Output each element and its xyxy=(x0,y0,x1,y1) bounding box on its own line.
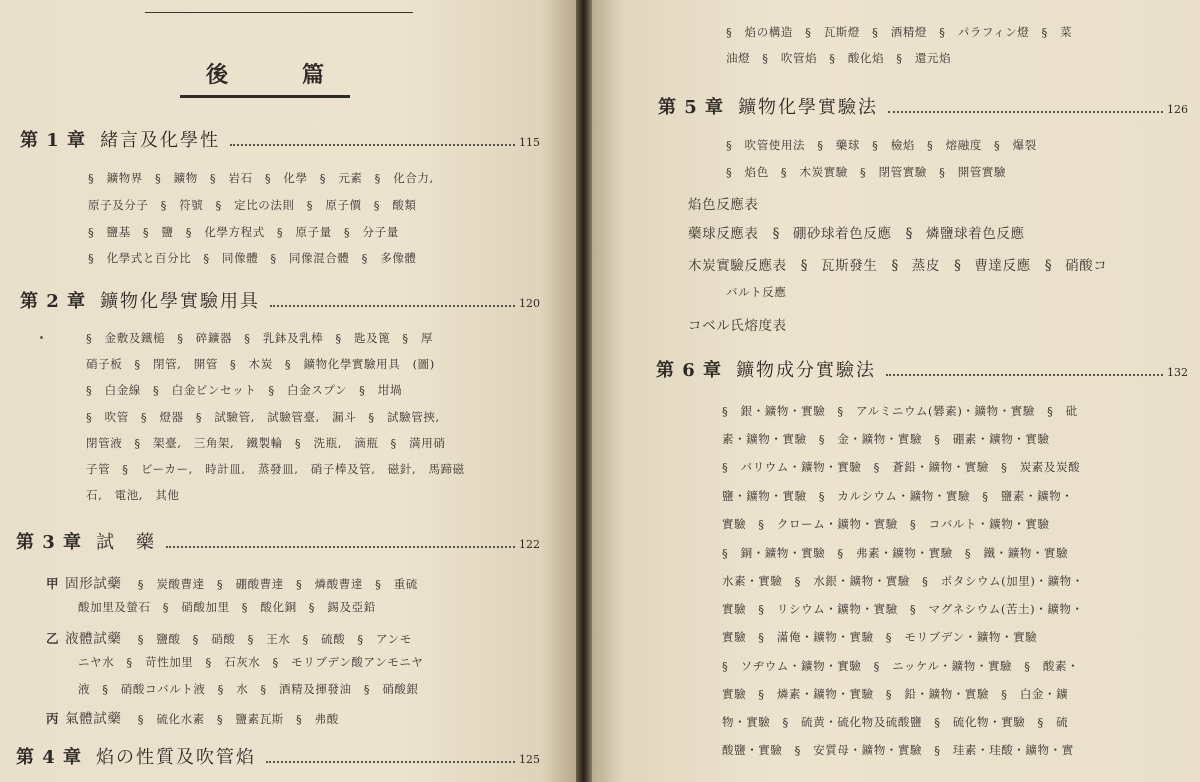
leader-dots xyxy=(270,305,515,307)
leader-dots xyxy=(888,111,1163,113)
leader-dots xyxy=(230,144,515,146)
left-page xyxy=(0,0,576,782)
right-page xyxy=(592,0,1200,782)
topic-text: § 鹽酸 § 硝酸 § 王水 § 硫酸 § アンモ xyxy=(137,632,412,646)
topic-line: § ソヂウム・鑛物・實驗 § ニッケル・鑛物・實驗 § 酸素・ xyxy=(722,659,1080,673)
topic-line: 實驗 § リシウム・鑛物・實驗 § マグネシウム(苦土)・鑛物・ xyxy=(722,602,1084,616)
reagent-section-gas xyxy=(46,707,339,727)
topic-line: § 銀・鑛物・實驗 § アルミニウム(礬素)・鑛物・實驗 § 砒 xyxy=(722,404,1078,418)
topic-line: ニヤ水 § 苛性加里 § 石灰水 § モリブデン酸アンモニヤ xyxy=(78,655,424,669)
reagent-section-solid xyxy=(46,572,418,592)
reaction-table-line: 藥球反應表 § 硼砂球着色反應 § 燐鹽球着色反應 xyxy=(688,226,1025,242)
section-name: 固形試藥 xyxy=(65,576,122,592)
reaction-table-line: バルト反應 xyxy=(726,285,787,299)
chapter-number: 第 1 章 xyxy=(20,130,87,151)
chapter-title: 鑛物化學實驗法 xyxy=(738,97,879,118)
topic-line: § 銅・鑛物・實驗 § 弗素・鑛物・實驗 § 鐵・鑛物・實驗 xyxy=(722,546,1069,560)
section-label: 甲 xyxy=(46,576,60,591)
chapter-title: 緒言及化學性 xyxy=(100,130,221,151)
chapter-title: 鑛物成分實驗法 xyxy=(736,360,877,381)
chapter-title: 焰の性質及吹管焰 xyxy=(96,747,257,768)
topic-text: § 炭酸曹達 § 硼酸曹達 § 燐酸曹達 § 重硫 xyxy=(137,577,418,591)
topic-line: 液 § 硝酸コバルト液 § 水 § 酒精及揮發油 § 硝酸銀 xyxy=(78,682,419,696)
topic-line: 酸加里及螢石 § 硝酸加里 § 酸化銅 § 錫及亞鉛 xyxy=(78,600,376,614)
topic-line: § 白金線 § 白金ピンセット § 白金スプン § 坩堝 xyxy=(86,383,402,397)
chapter-3-heading xyxy=(16,528,540,554)
chapter-page: 126 xyxy=(1167,103,1188,116)
section-label: 乙 xyxy=(46,631,60,646)
topic-line: 鹽・鑛物・實驗 § カルシウム・鑛物・實驗 § 鹽素・鑛物・ xyxy=(722,489,1074,503)
reaction-table-line: 木炭實驗反應表 § 瓦斯發生 § 蒸皮 § 曹達反應 § 硝酸コ xyxy=(688,258,1108,274)
chapter-number: 第 5 章 xyxy=(658,97,725,118)
chapter-6-heading xyxy=(656,356,1188,382)
topic-line: 酸鹽・實驗 § 安質母・鑛物・實驗 § 珪素・珪酸・鑛物・實 xyxy=(722,743,1074,757)
topic-line: 實驗 § 燐素・鑛物・實驗 § 鉛・鑛物・實驗 § 白金・鑛 xyxy=(722,687,1069,701)
part-title: 後 篇 xyxy=(206,62,351,88)
chapter-page: 125 xyxy=(519,753,540,766)
book-gutter xyxy=(576,0,592,782)
topic-line: § 焰色 § 木炭實驗 § 閉管實驗 § 開管實驗 xyxy=(726,165,1007,179)
section-name: 液體試藥 xyxy=(65,631,122,647)
topic-text: § 硫化水素 § 鹽素瓦斯 § 弗酸 xyxy=(137,712,339,726)
topic-line: 子管 § ビーカー, 時計皿, 蒸發皿, 硝子棒及管, 磁針, 馬蹄磁 xyxy=(86,462,465,476)
topic-line: 閉管液 § 架臺, 三角架, 鐵製輪 § 洗瓶, 滴瓶 § 満用硝 xyxy=(86,436,446,450)
topic-line: 實驗 § 滿俺・鑛物・實驗 § モリブデン・鑛物・實驗 xyxy=(722,630,1038,644)
section-label: 丙 xyxy=(46,711,60,726)
chapter-number: 第 2 章 xyxy=(20,291,87,312)
chapter-number: 第 6 章 xyxy=(656,360,723,381)
topic-line: 硝子板 § 閉管, 開管 § 木炭 § 鑛物化學實驗用具 (圖) xyxy=(86,357,435,371)
chapter-page: 122 xyxy=(519,538,540,551)
leader-dots xyxy=(886,374,1163,376)
chapter-title: 鑛物化學實驗用具 xyxy=(100,291,261,312)
top-rule xyxy=(145,12,413,13)
topic-line: 石, 電池, 其他 xyxy=(86,488,180,502)
topic-line: 素・鑛物・實驗 § 金・鑛物・實驗 § 硼素・鑛物・實驗 xyxy=(722,432,1050,446)
print-speck xyxy=(40,336,43,339)
topic-line: 原子及分子 § 符號 § 定比の法則 § 原子價 § 酸類 xyxy=(88,198,417,212)
chapter-title: 試 藥 xyxy=(96,532,157,553)
section-name: 氣體試藥 xyxy=(65,711,122,727)
part-title-block xyxy=(180,58,350,98)
topic-line: § 吹管 § 燈器 § 試驗管, 試驗管臺, 漏斗 § 試驗管挾, xyxy=(86,410,440,424)
chapter-1-heading xyxy=(20,126,540,152)
topic-line: § 吹管使用法 § 藥球 § 檢焰 § 熔融度 § 爆裂 xyxy=(726,138,1037,152)
chapter-page: 132 xyxy=(1167,366,1188,379)
topic-line: 物・實驗 § 硫黄・硫化物及硫酸鹽 § 硫化物・實驗 § 硫 xyxy=(722,715,1069,729)
title-underline xyxy=(180,95,350,98)
leader-dots xyxy=(266,761,515,763)
chapter-page: 115 xyxy=(519,136,540,149)
topic-line: § 鑛物界 § 鑛物 § 岩石 § 化學 § 元素 § 化合力, xyxy=(88,171,434,185)
topic-line: § バリウム・鑛物・實驗 § 蒼鉛・鑛物・實驗 § 炭素及炭酸 xyxy=(722,460,1081,474)
chapter-page: 120 xyxy=(519,297,540,310)
chapter-4-heading xyxy=(16,743,540,769)
chapter-number: 第 4 章 xyxy=(16,747,83,768)
topic-line: § 金敷及鐵槌 § 碎鑛器 § 乳鉢及乳棒 § 匙及篦 § 厚 xyxy=(86,331,434,345)
chapter-5-heading xyxy=(658,93,1188,119)
reaction-table-line: 焰色反應表 xyxy=(688,197,759,213)
topic-line: 油燈 § 吹管焰 § 酸化焰 § 還元焰 xyxy=(726,51,952,65)
topic-line: § 鹽基 § 鹽 § 化學方程式 § 原子量 § 分子量 xyxy=(88,225,399,239)
reagent-section-liquid xyxy=(46,627,412,647)
reaction-table-line: コベル氏熔度表 xyxy=(688,318,787,334)
chapter-2-heading xyxy=(20,287,540,313)
topic-line: 水素・實驗 § 水銀・鑛物・實驗 § ポタシウム(加里)・鑛物・ xyxy=(722,574,1084,588)
topic-line: § 化學式と百分比 § 同像體 § 同像混合體 § 多像體 xyxy=(88,251,417,265)
topic-line: 實驗 § クローム・鑛物・實驗 § コバルト・鑛物・實驗 xyxy=(722,517,1050,531)
topic-line: § 焰の構造 § 瓦斯燈 § 酒精燈 § パラフィン燈 § 菜 xyxy=(726,25,1073,39)
leader-dots xyxy=(166,546,515,548)
chapter-number: 第 3 章 xyxy=(16,532,83,553)
